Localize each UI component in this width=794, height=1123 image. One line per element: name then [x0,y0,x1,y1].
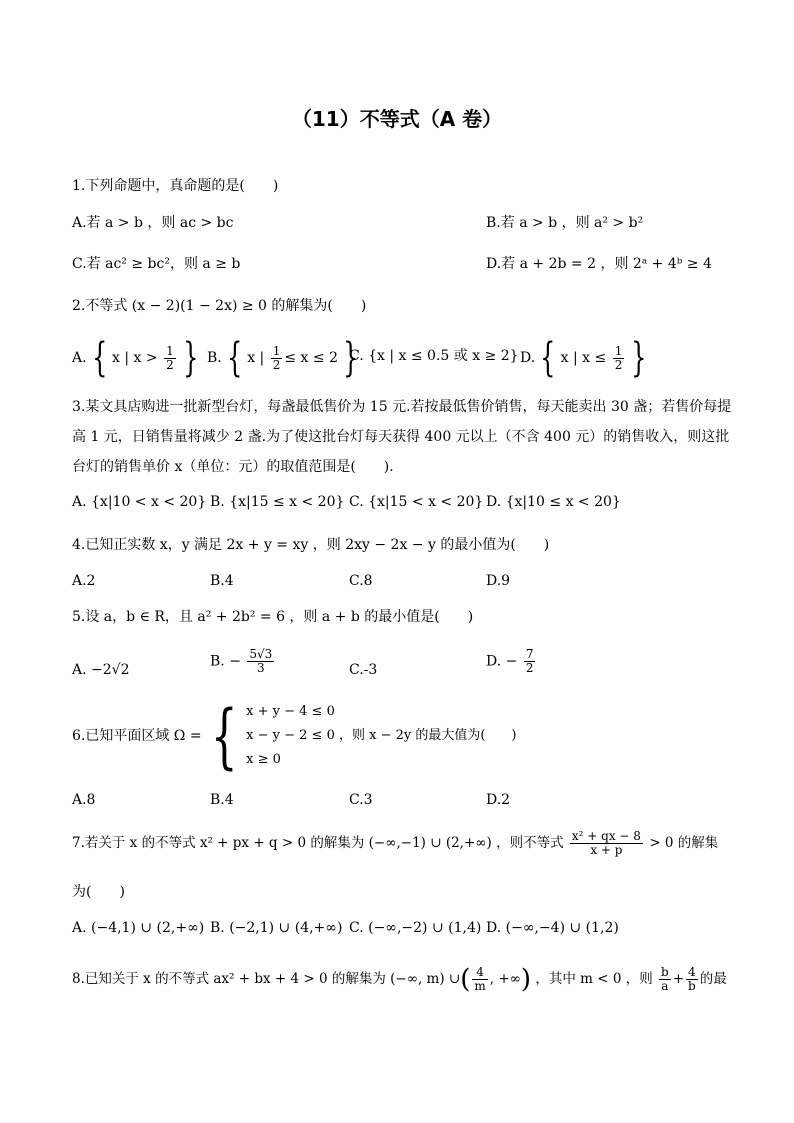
q5-b-fraction: $\frac{5√3}{3}$ [249,647,273,675]
q8-stem-mid: ，其中 m < 0 ，则 [535,971,653,987]
q3-option-d: D. {x|10 ≤ x < 20} [486,494,621,510]
q2-a-set: x | x > [112,350,158,366]
q1-option-b: B.若 a > b ，则 a² > b² [486,215,644,231]
q2-b-fraction: $\frac{1}{2}$ [272,343,281,372]
q2-a-label: A. [72,350,87,366]
q2-d-fraction: $\frac{1}{2}$ [614,343,623,372]
q8-fraction-2: $\frac{4}{b}$ [688,965,696,993]
q2-d-label: D. [520,350,536,366]
q7-option-c: C. (−∞,−2) ∪ (1,4) [349,920,482,936]
q7-option-d: D. (−∞,−4) ∪ (1,2) [486,920,619,936]
q6-stem-pre: 6.已知平面区域 Ω = [72,728,202,744]
q3-stem: 3.某文具店购进一批新型台灯，每盏最低售价为 15 元.若按最低售价销售，每天能卖出 30 盏；若售价每提高 1 元，日销售量将减少 2 盏.为了使这批台灯每天获得 400 元以上（不含 400 元）的销售收入，则这批台灯的销售单价 x（单位：元）的取值范围是( ). [72,399,732,475]
q8-stem: 8.已知关于 x 的不等式 ax² + bx + 4 > 0 的解集为 (−∞, m) ∪( $\frac{4}{m}$ , +∞) ，其中 m < 0 ，则 $\frac{b}{a}$ + $\frac{4}{b}$ 的最 [72,964,727,995]
q8-stem-pre: 8.已知关于 x 的不等式 ax² + bx + 4 > 0 的解集为 (−∞, m) ∪ [72,971,461,987]
q6-option-a: A.8 [72,792,96,808]
q8-interval-end: , +∞ [489,971,521,987]
q2-option-b: B. { x | $\frac{1}{2}$ ≤ x ≤ 2 } [207,335,359,381]
q5-stem: 5.设 a，b ∈ R，且 a² + 2b² = 6 ，则 a + b 的最小值是( ) [72,609,474,625]
q3-option-a: A. {x|10 < x < 20} [72,494,207,510]
q6-constraint-1: x + y − 4 ≤ 0 [246,704,335,719]
q1-option-a: A.若 a > b ，则 ac > bc [72,215,234,231]
q8-stem-post: 的最 [699,971,727,987]
q5-option-b [210,648,276,675]
q2-option-d: D. { x | x ≤ $\frac{1}{2}$ } [520,335,647,381]
q2-a-fraction: $\frac{1}{2}$ [166,343,174,372]
q7-option-a: A. (−4,1) ∪ (2,+∞) [72,920,205,936]
q6-constraint-2: x − y − 2 ≤ 0 ，则 x − 2y 的最大值为( ) [246,728,517,743]
q1-option-d: D.若 a + 2b = 2 ，则 2ᵃ + 4ᵇ ≥ 4 [486,256,712,272]
q2-option-c: C. {x | x ≤ 0.5 或 x ≥ 2} [349,348,519,364]
q6-system [246,700,516,772]
q6-option-d: D.2 [486,792,511,808]
q7-stem-post: > 0 的解集 [649,835,719,851]
q5-option-c: C.-3 [349,662,378,678]
q5-option-d [486,648,537,675]
q2-b-set: ≤ x ≤ 2 [284,350,338,366]
q7-stem-pre: 7.若关于 x 的不等式 x² + px + q > 0 的解集为 (−∞,−1) ∪ (2,+∞) ，则不等式 [72,835,564,851]
q4-stem: 4.已知正实数 x，y 满足 2x + y = xy ，则 2xy − 2x − y 的最小值为( ) [72,537,550,553]
q7-option-b: B. (−2,1) ∪ (4,+∞) [210,920,343,936]
q8-plus: + [672,971,685,987]
q5-d-fraction: $\frac{7}{2}$ [525,647,534,675]
q2-d-set: x | x ≤ [560,350,607,366]
page-title: （11）不等式（A 卷） [291,107,503,131]
q5-b-label: B. − [210,653,241,670]
q1-stem: 1.下列命题中，真命题的是( ) [72,178,279,194]
q4-option-b: B.4 [210,573,234,589]
q6-option-b: B.4 [210,792,234,808]
q4-option-c: C.8 [349,573,373,589]
q6-constraint-3: x ≥ 0 [246,752,281,767]
q7-fraction: $\frac{\text{x² + qx − 8}}{x + p}$ [571,829,641,857]
q3-option-b: B. {x|15 ≤ x < 20} [210,494,345,510]
q2-b-label: B. [207,350,222,366]
q8-interval-fraction: $\frac{4}{m}$ [474,965,486,993]
q5-option-a: A. −2√2 [72,662,130,678]
q4-option-a: A.2 [72,573,96,589]
q1-option-c: C.若 ac² ≥ bc²，则 a ≥ b [72,256,241,272]
q5-d-label: D. − [486,653,518,670]
q3-option-c: C. {x|15 < x < 20} [349,494,484,510]
q2-option-a: A. { x | x > $\frac{1}{2}$ } [72,335,199,381]
q7-stem [72,830,718,857]
q4-option-d: D.9 [486,573,511,589]
q6-stem: 6.已知平面区域 Ω = { x + y − 4 ≤ 0 x − y − 2 ≤ 0 ，则 x − 2y 的最大值为( ) x ≥ 0 [72,695,517,777]
q7-stem-line2: 为( ) [72,884,125,900]
q8-fraction-1: $\frac{b}{a}$ [661,965,669,993]
q6-option-c: C.3 [349,792,373,808]
q2-stem: 2.不等式 (x − 2)(1 − 2x) ≥ 0 的解集为( ) [72,298,367,314]
